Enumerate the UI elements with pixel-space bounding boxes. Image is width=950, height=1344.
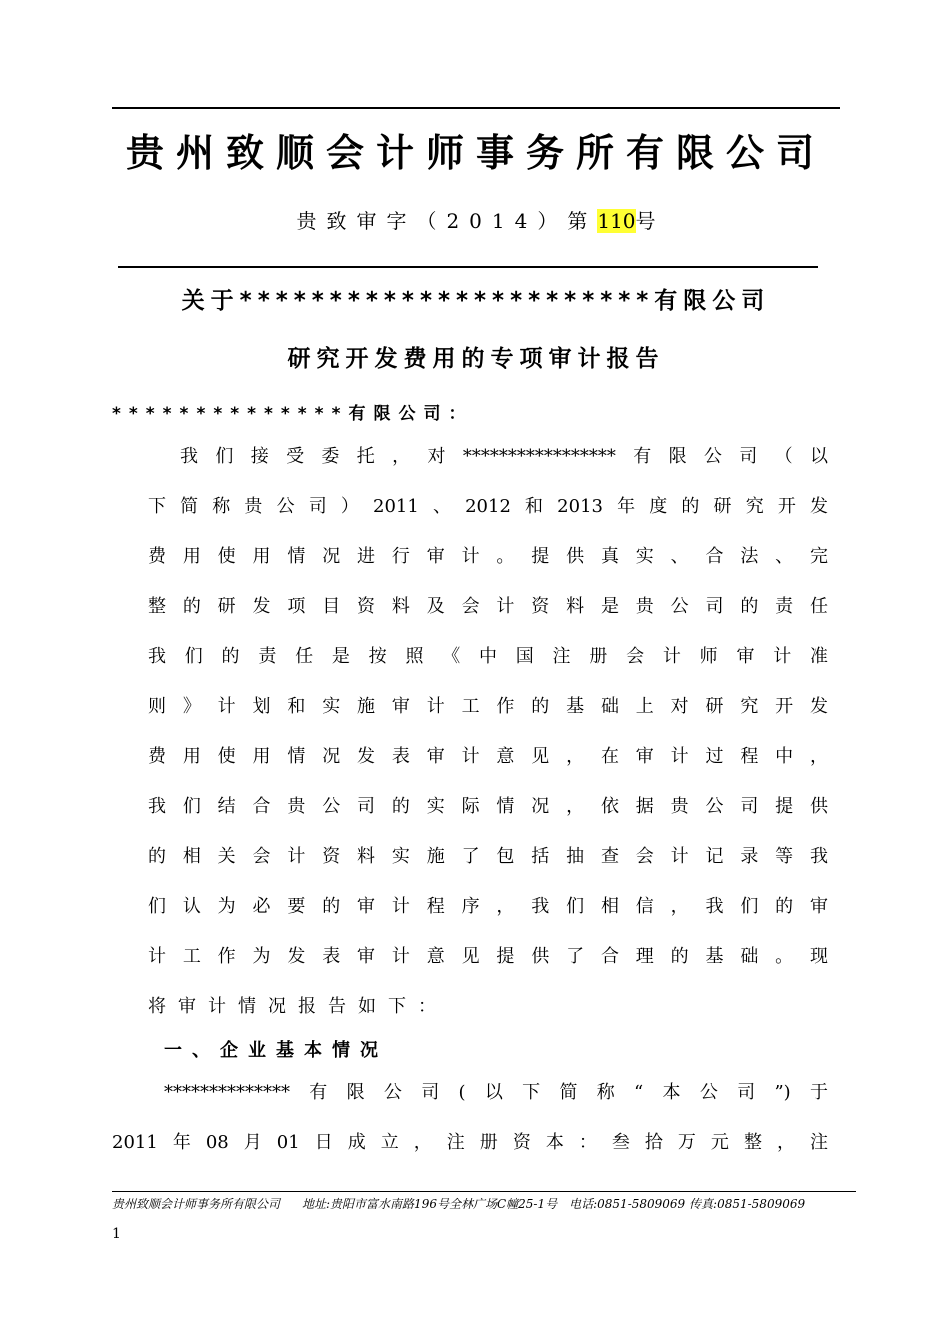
body-line: 费用使用情况进行审计。提供真实、合法、完 <box>148 546 828 567</box>
body-line: 整的研发项目资料及会计资料是贵公司的责任 <box>148 596 828 617</box>
header-bottom-rule <box>118 266 818 268</box>
body-line: 我们的责任是按照《中国注册会计师审计准 <box>148 646 828 667</box>
reference-number-highlight: 110 <box>597 209 636 233</box>
footer-phone: 电话:0851-5809069 <box>569 1197 686 1211</box>
footer-contact <box>112 1195 852 1213</box>
body-line: 将审计情况报告如下： <box>148 996 448 1017</box>
body-line: 的相关会计资料实施了包括抽查会计记录等我 <box>148 846 828 867</box>
page-number: 1 <box>112 1226 121 1242</box>
salutation: **************有限公司： <box>112 404 474 424</box>
footer-firm-name: 贵州致顺会计师事务所有限公司 <box>112 1197 281 1211</box>
report-title-line-1: 关于***********************有限公司 <box>181 288 771 314</box>
company-name: 贵州致顺会计师事务所有限公司 <box>125 131 826 175</box>
body-line: 我们结合贵公司的实际情况，依据贵公司提供 <box>148 796 828 817</box>
body-line: 们认为必要的审计程序，我们相信，我们的审 <box>148 896 828 917</box>
section-1-line: **************有限公司(以下简称“本公司”)于 <box>164 1082 828 1103</box>
report-title-line-2: 研究开发费用的专项审计报告 <box>287 346 665 372</box>
section-heading-1: 一、企业基本情况 <box>164 1040 388 1061</box>
body-line: 费用使用情况发表审计意见，在审计过程中， <box>148 746 828 767</box>
reference-suffix: 号 <box>635 209 656 233</box>
section-1-line: 2011年08月01日成立，注册资本：叁拾万元整，注 <box>112 1132 828 1153</box>
footer-fax: 传真:0851-5809069 <box>689 1197 806 1211</box>
reference-prefix: 贵致审字（2014）第 <box>296 209 598 233</box>
footer-rule <box>112 1191 856 1192</box>
body-line: 则》计划和实施审计工作的基础上对研究开发 <box>148 696 828 717</box>
body-line: 我们接受委托，对*****************有限公司（以 <box>180 446 828 467</box>
body-line: 下简称贵公司）2011、2012和2013年度的研究开发 <box>148 496 828 517</box>
body-line: 计工作为发表审计意见提供了合理的基础。现 <box>148 946 828 967</box>
footer-address: 地址:贵阳市富水南路196号全林广场C幢25-1号 <box>302 1197 558 1211</box>
header-top-rule <box>112 107 840 109</box>
document-reference-number <box>112 204 840 238</box>
